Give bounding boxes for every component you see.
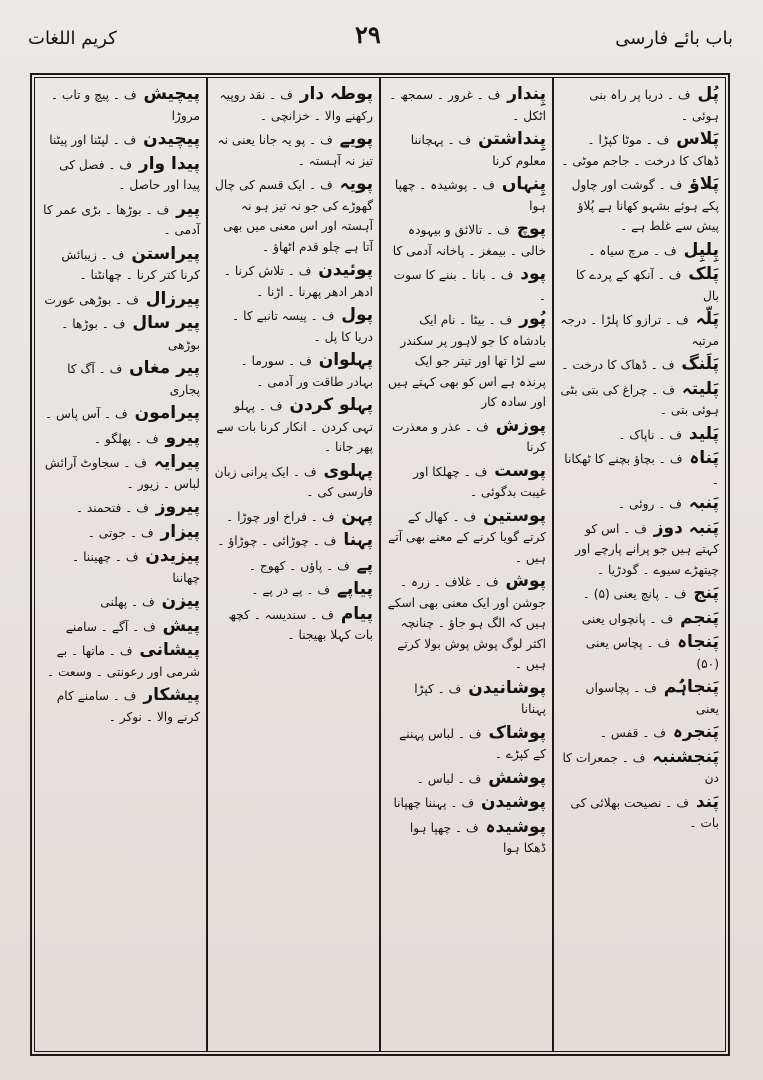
dictionary-entry <box>387 264 546 306</box>
entry-headword: پہن <box>341 505 373 526</box>
dictionary-entry <box>387 129 546 171</box>
entry-definition: ف ۔ پہننا چھپانا <box>393 796 475 810</box>
entry-headword: پِنہاں <box>501 174 546 194</box>
entry-definition: ف ۔ پہچاننا معلوم کرنا <box>410 133 546 168</box>
entry-definition: ف ۔ عذر و معذرت کرنا <box>391 419 546 454</box>
entry-headword: پہنا <box>343 530 373 550</box>
entry-definition: ف ۔ فراخ اور چوڑا ۔ <box>226 509 335 524</box>
entry-definition: ف ۔ کھال کے کرتے گویا کرنے کے معنے بھی آتے ہیں ۔ <box>388 509 546 565</box>
entry-definition: ف ۔ سورما ۔ بہادر طاقت ور آدمی ۔ <box>240 354 373 389</box>
entry-definition: ف ۔ غلاف ۔ زرہ ۔ جوشن اور ایک معنی بھی اسکے ہیں کہ الگ ہو جاؤ ۔ چنانچہ اکثر لوگ پوش پوش بولا کرتے ہیں ۔ <box>387 575 546 671</box>
entry-headword: پیام <box>340 603 373 624</box>
dictionary-entry <box>41 640 200 682</box>
entry-headword: پِنداشتن <box>478 129 546 149</box>
entry-headword: پوچ <box>516 219 546 239</box>
dictionary-entry <box>560 240 719 262</box>
dictionary-entry <box>214 350 373 392</box>
entry-definition: ف ۔ تالائق و بیہودہ خالی ۔ بیمغز ۔ پاخانہ آدمی کا <box>392 223 546 258</box>
entry-definition: ف ۔ پھلگو ۔ <box>94 431 159 446</box>
entry-definition: ف ۔ پوشیدہ ۔ چھپا ہوا <box>394 178 546 213</box>
entry-headword: پَنجاہ <box>677 632 719 652</box>
entry-headword: پویے <box>339 129 373 149</box>
entry-definition: ف ۔ پیسہ تانبے کا ۔ دریا کا پل ۔ <box>232 309 373 344</box>
dictionary-entry <box>214 604 373 646</box>
entry-headword: پوست <box>494 460 546 481</box>
entry-definition: ف ۔ چوڑائی ۔ چوڑاؤ ۔ <box>217 534 337 548</box>
entry-definition: ف ۔ اس کو کہتے ہیں جو پرانے پارچے اور چیتھڑے سیوے ۔ گودڑیا ۔ <box>575 521 719 577</box>
entry-headword: پَنبہ <box>688 493 719 513</box>
dictionary-entry <box>41 84 200 126</box>
dictionary-entry <box>387 174 546 216</box>
entry-definition: ف ۔ پچاس یعنی (۵۰) <box>585 636 719 671</box>
dictionary-entry <box>214 395 373 458</box>
entry-headword: پَنجاہُم <box>663 677 719 697</box>
entry-definition: ف ۔ موٹا کپڑا ۔ ڈھاک کا درخت ۔ جاجم موٹی ۔ <box>561 133 719 168</box>
entry-headword: پَند <box>695 791 719 812</box>
dictionary-entry <box>387 219 546 261</box>
entry-definition: ف ۔ مرچ سیاہ ۔ <box>588 243 677 258</box>
dictionary-entry <box>560 518 719 581</box>
dictionary-entry <box>560 583 719 605</box>
entry-headword: پوشیدہ <box>485 816 546 837</box>
entry-definition: ف ۔ جوتی ۔ <box>87 525 154 540</box>
entry-definition: ف ۔ بوڑھی عورت <box>44 292 139 307</box>
dictionary-entry <box>560 792 719 834</box>
dictionary-entry <box>560 309 719 351</box>
dictionary-entry <box>41 616 200 638</box>
dictionary-entry <box>41 154 200 196</box>
entry-definition: ف ۔ ایک قسم کی چال گھوڑے کی جو نہ تیز ہو نہ آہستہ اور اس معنی میں بھی آتا ہے چلو قدم اٹھاؤ ۔ <box>215 178 373 254</box>
entry-definition: ف ۔ فصل کی پیدا اور حاصل ۔ <box>59 157 200 192</box>
entry-headword: پُور <box>519 309 546 329</box>
entry-definition: ف ۔ غرور ۔ سمجھ ۔ اٹکل ۔ <box>389 88 546 123</box>
entry-headword: پَلّہ <box>695 309 719 329</box>
dictionary-entry <box>41 591 200 613</box>
dictionary-entry <box>214 461 373 503</box>
entry-headword: پیر مغاں <box>129 358 200 378</box>
dictionary-entry <box>560 379 719 421</box>
dictionary-entry <box>214 84 373 126</box>
entry-headword: پیزیدن <box>145 546 200 566</box>
entry-headword: پَنجشنبہ <box>652 746 719 767</box>
dictionary-entry <box>560 632 719 674</box>
entry-headword: پیرامون <box>134 403 200 423</box>
entry-definition: ف ۔ تلاش کرنا ۔ ادھر ادھر پھرنا ۔ اڑنا ۔ <box>223 264 373 299</box>
entry-definition: ف ۔ پانچواں یعنی <box>581 611 674 626</box>
entry-definition: ف ۔ گوشت اور چاول پکے ہوئے بشہو کھانا ہے پُلاؤ پیش سے غلط ہے ۔ <box>571 178 719 233</box>
page-number: ۲۹ <box>355 20 381 49</box>
column-3 <box>208 78 381 1051</box>
dictionary-entry <box>214 530 373 552</box>
entry-definition: ف ۔ قفس ۔ <box>599 726 666 740</box>
entry-headword: پَلک <box>688 264 719 284</box>
dictionary-entry <box>214 305 373 347</box>
entry-definition: ف ۔ لباس ۔ <box>416 771 482 786</box>
entry-definition: ف ۔ سامنے کام کرنے والا ۔ نوکر ۔ <box>56 689 200 724</box>
entry-headword: پَلاؤ <box>689 174 719 194</box>
entry-headword: پوشش <box>488 767 546 788</box>
dictionary-entry <box>387 768 546 790</box>
dictionary-entry <box>560 677 719 719</box>
entry-headword: پیراستن <box>131 243 200 264</box>
entry-headword: پوزش <box>495 415 546 436</box>
dictionary-entry <box>560 84 719 126</box>
dictionary-entry <box>214 506 373 528</box>
entry-definition: ف ۔ لباس پہننے کے کپڑے ۔ <box>399 726 546 761</box>
entry-definition: ف ۔ کپڑا پہنانا <box>414 681 546 716</box>
dictionary-entry <box>214 129 373 171</box>
dictionary-entry <box>560 424 719 446</box>
dictionary-entry <box>387 506 546 569</box>
entry-definition: ف ۔ بیٹا ۔ نام ایک بادشاہ کا جو لاہور پر سکندر سے لڑا تھا اور تیتر جو ایک پرندہ ہے اس کو بھی کہتے ہیں اور سادہ کار <box>388 313 546 409</box>
dictionary-entry <box>41 685 200 727</box>
entry-headword: پَلید <box>688 423 719 444</box>
entry-headword: پَلَنگ <box>681 354 719 374</box>
dictionary-entry <box>214 174 373 257</box>
entry-columns <box>35 78 725 1051</box>
dictionary-entry <box>41 244 200 286</box>
dictionary-entry <box>560 493 719 515</box>
dictionary-entry <box>41 497 200 519</box>
entry-headword: پیزن <box>161 591 200 611</box>
column-2 <box>381 78 554 1051</box>
entry-headword: پَلاس <box>676 129 719 149</box>
column-4 <box>35 78 208 1051</box>
entry-definition: ف ۔ سندیسہ ۔ کچھ بات کہلا بھیجنا ۔ <box>228 607 373 642</box>
entry-definition: ف ۔ آگ کا پجاری <box>67 362 200 397</box>
entry-headword: پِندار <box>507 84 546 104</box>
entry-definition: ف ۔ پھلنی <box>100 595 155 609</box>
entry-headword: پیزار <box>160 521 200 542</box>
dictionary-entry <box>214 579 373 601</box>
entry-definition: ف ۔ آس پاس ۔ <box>45 407 128 421</box>
dictionary-entry <box>560 608 719 630</box>
entry-headword: پَنجم <box>680 607 719 628</box>
entry-headword: پیدا وار <box>138 153 200 174</box>
entry-headword: پے <box>356 554 373 575</box>
entry-definition: ف ۔ ناپاک ۔ <box>618 427 683 442</box>
entry-definition: ف ۔ پچاسواں یعنی <box>585 681 719 716</box>
dictionary-entry <box>387 84 546 126</box>
entry-headword: پہلو کردن <box>289 395 373 415</box>
entry-definition: ف ۔ آنکھ کے پردے کا بال <box>575 268 719 303</box>
entry-definition: ف ۔ پیچ و تاب ۔ مروڑا <box>50 88 200 123</box>
entry-headword: پیاپے <box>336 579 373 599</box>
entry-headword: پیرایہ <box>153 452 200 472</box>
dictionary-entry <box>41 546 200 588</box>
dictionary-entry <box>41 289 200 311</box>
dictionary-entry <box>41 358 200 400</box>
dictionary-entry <box>387 817 546 859</box>
entry-definition: ف ۔ چھلکا اور غیبت بدگوئی ۔ <box>413 464 546 499</box>
entry-headword: پیش <box>162 615 200 636</box>
entry-definition: ف ۔ چھپا ہوا ڈھکا ہوا <box>409 820 546 855</box>
entry-headword: پوشیدن <box>480 792 546 812</box>
dictionary-entry <box>387 309 546 413</box>
entry-definition: ف ۔ فتحمند ۔ <box>75 501 149 515</box>
entry-headword: پَلیتہ <box>681 378 719 399</box>
entry-definition: ف ۔ پانچ یعنی (۵) ۔ <box>582 587 687 601</box>
entry-headword: پیر سال <box>132 313 200 333</box>
entry-headword: پوشانیدن <box>468 677 546 698</box>
dictionary-entry <box>387 461 546 503</box>
entry-definition: ف ۔ نصیحت بھلائی کی بات ۔ <box>570 795 719 830</box>
dictionary-entry <box>560 747 719 789</box>
entry-headword: پیر <box>176 198 200 219</box>
entry-definition: ف ۔ زیبائش کرنا کتر کرنا ۔ چھانٹنا ۔ <box>61 247 200 282</box>
dictionary-entry <box>41 199 200 241</box>
dictionary-entry <box>560 264 719 306</box>
dictionary-entry <box>387 571 546 675</box>
dictionary-entry <box>41 428 200 450</box>
dictionary-entry <box>387 792 546 814</box>
dictionary-entry <box>214 260 373 302</box>
entry-definition: ف ۔ ترازو کا پلڑا ۔ درجہ مرتبہ <box>560 313 719 348</box>
entry-definition: ف ۔ بچاؤ بچنے کا ٹھکانا ۔ <box>564 452 719 487</box>
entry-headword: پویہ <box>339 174 373 194</box>
entry-definition: ف ۔ پہلو تہی کردن ۔ انکار کرنا بات سے پھر جانا ۔ <box>216 399 373 454</box>
entry-definition: ف ۔ روئی ۔ <box>618 497 682 511</box>
entry-definition: ف ۔ چراغ کی بتی بٹی ہوئی بتی ۔ <box>560 382 719 417</box>
entry-headword: پہلوان <box>318 350 373 370</box>
entry-definition: ف ۔ آگے ۔ سامنے <box>65 619 156 634</box>
dictionary-entry <box>41 129 200 151</box>
dictionary-entry <box>41 452 200 494</box>
entry-headword: پوستین <box>483 505 546 526</box>
book-title: کریم اللغات <box>28 28 117 49</box>
entry-headword: پیشانی <box>139 640 200 660</box>
entry-headword: پیشکار <box>143 685 200 705</box>
entry-definition: ف ۔ دریا پر راہ بنی ہوئی ۔ <box>589 88 719 123</box>
dictionary-entry <box>560 354 719 376</box>
entry-definition: ف ۔ بوڑھا ۔ بوڑھی <box>61 317 200 352</box>
entry-headword: پوشاک <box>488 722 546 743</box>
entry-headword: پَنج <box>693 583 719 603</box>
entry-headword: پود <box>520 264 546 284</box>
dictionary-entry <box>560 129 719 171</box>
dictionary-entry <box>41 522 200 544</box>
entry-headword: پوطہ دار <box>299 84 373 104</box>
dictionary-entry <box>387 416 546 458</box>
entry-headword: پُل <box>697 84 719 104</box>
dictionary-entry <box>41 313 200 355</box>
dictionary-entry <box>387 678 546 720</box>
entry-headword: پَناہ <box>689 448 719 468</box>
entry-headword: پول <box>341 305 373 325</box>
entry-headword: پہلوی <box>323 460 373 481</box>
dictionary-entry <box>214 555 373 577</box>
entry-definition: ف ۔ ڈھاک کا درخت ۔ <box>561 358 675 372</box>
entry-headword: پَنجرہ <box>672 722 719 742</box>
dictionary-entry <box>560 448 719 490</box>
entry-definition: ف ۔ جمعرات کا دن <box>562 750 719 785</box>
dictionary-entry <box>387 723 546 765</box>
entry-headword: پوش <box>505 571 546 591</box>
column-1 <box>554 78 725 1051</box>
entry-definition: ف ۔ پو یہ جانا یعنی نہ تیز نہ آہستہ ۔ <box>217 133 373 168</box>
entry-definition: ف ۔ ماتھا ۔ بے شرمی اور رعونتی ۔ وسعت ۔ <box>46 644 200 679</box>
entry-headword: پوئیدن <box>318 260 373 280</box>
entry-headword: پیچیش <box>143 84 200 104</box>
dictionary-entry <box>560 174 719 237</box>
entry-headword: پیروز <box>155 497 200 517</box>
entry-headword: پِلپِل <box>683 239 719 260</box>
entry-definition: ف ۔ لپٹنا اور پیٹنا <box>49 133 137 147</box>
entry-headword: پیرزال <box>145 288 200 309</box>
entry-definition: ف ۔ سجاوٹ آرائش لباس ۔ زیور ۔ <box>44 456 200 491</box>
entry-definition: ف ۔ نقد روپیہ رکھنے والا ۔ خزانچی ۔ <box>219 88 373 123</box>
entry-definition: ف ۔ چھیننا ۔ چھاننا <box>72 550 200 585</box>
dictionary-entry <box>41 403 200 425</box>
entry-definition: ف ۔ بانا ۔ بننے کا سوت ۔ <box>393 268 546 303</box>
entry-headword: پیرو <box>165 427 200 448</box>
entry-definition: ف ۔ پے در پے ۔ <box>251 583 331 597</box>
entry-headword: پَنبہ دوز <box>653 517 719 538</box>
dictionary-entry <box>560 722 719 744</box>
entry-definition: ف ۔ پاؤں ۔ کھوج ۔ <box>248 558 350 573</box>
entry-headword: پیچیدن <box>143 129 200 149</box>
section-title: باب بائے فارسی <box>615 28 733 49</box>
entry-definition: ف ۔ ایک پرانی زبان فارسی کی ۔ <box>214 464 373 499</box>
entry-definition: ف ۔ بوڑھا ۔ بڑی عمر کا آدمی ۔ <box>43 202 200 237</box>
